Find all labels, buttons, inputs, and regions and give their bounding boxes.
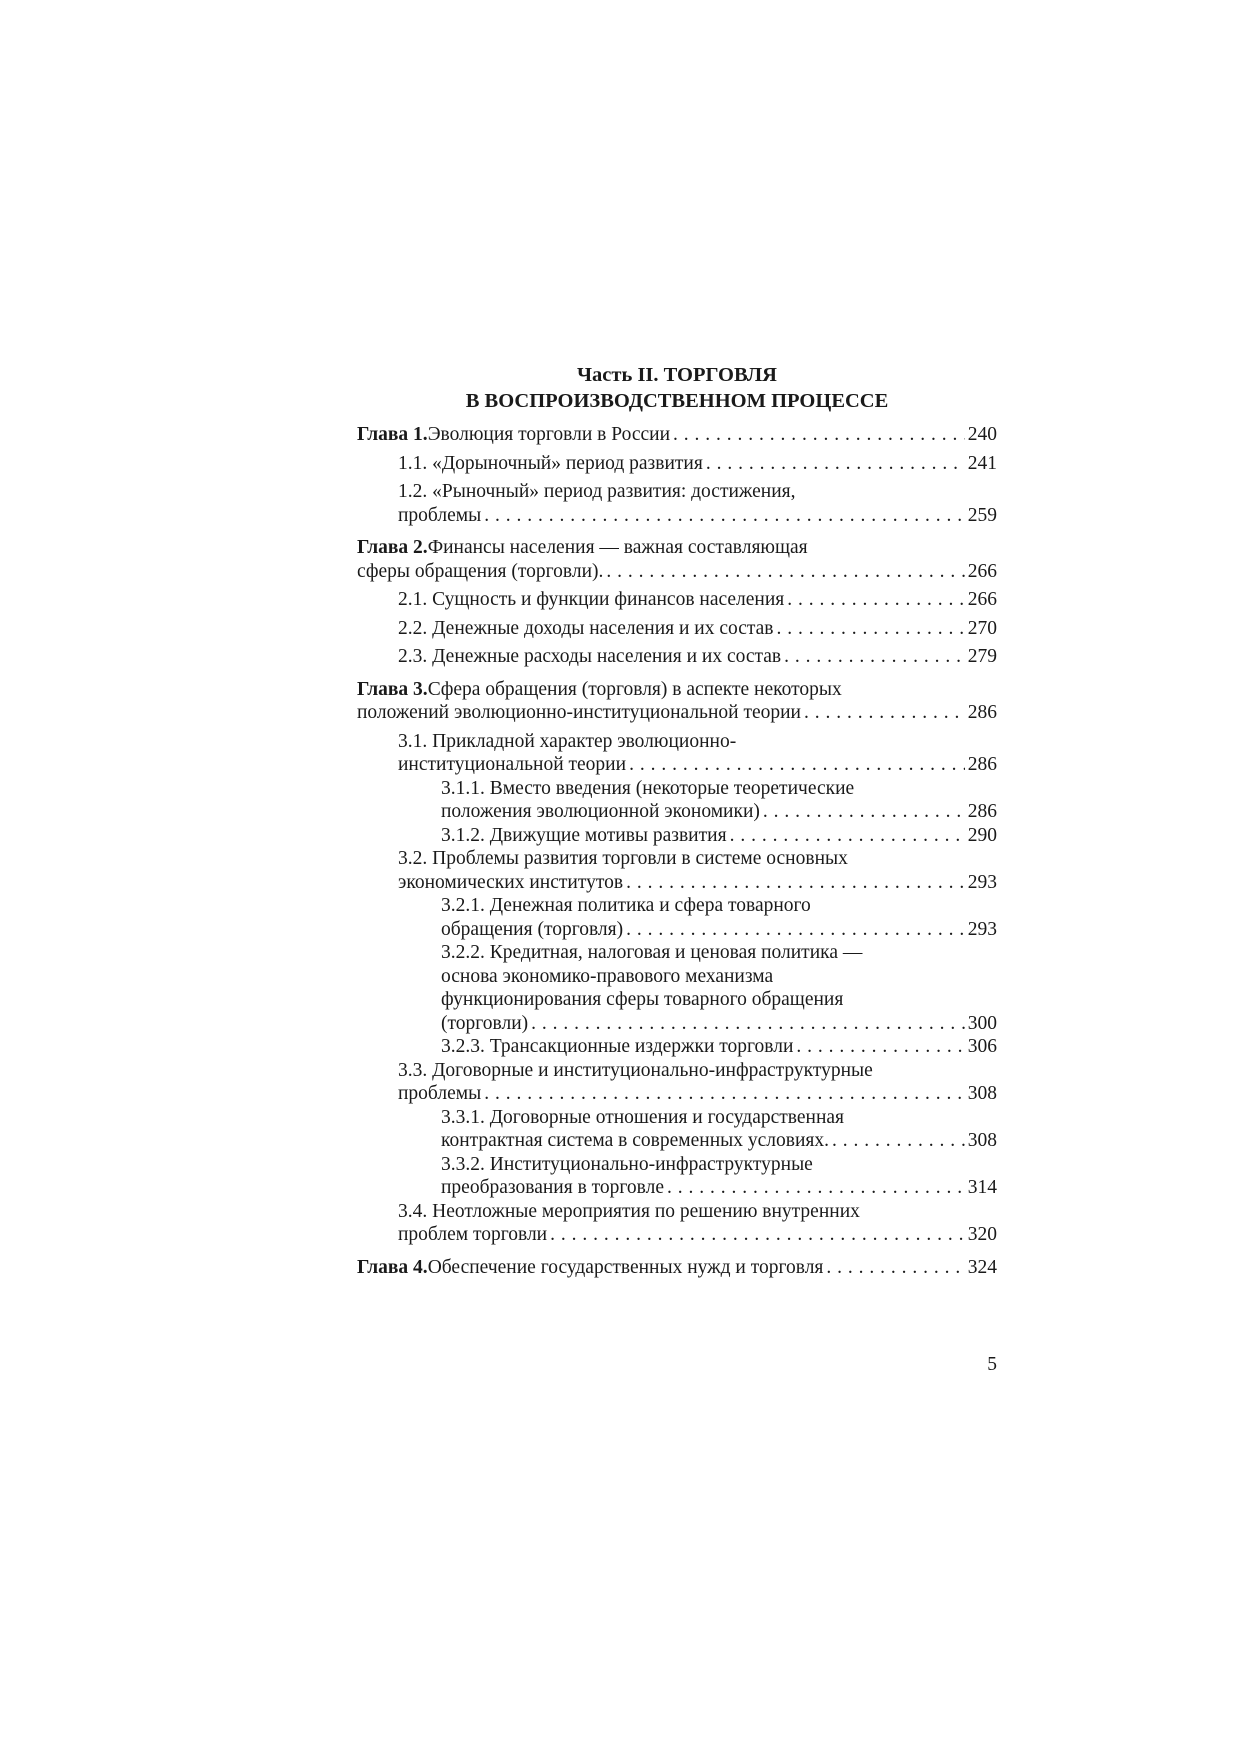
page-ref: 293 xyxy=(967,918,997,940)
toc-chapter-4[interactable] xyxy=(357,1256,997,1280)
entry-title-line-2: проблемы xyxy=(398,504,482,526)
toc-section-2-2[interactable] xyxy=(357,617,997,641)
entry-title: 3.1.2. Движущие мотивы развития xyxy=(441,824,727,846)
entry-title: Эволюция торговли в России xyxy=(427,424,671,445)
toc-subsection-3-3-2[interactable] xyxy=(357,1153,997,1200)
entry-title-line-1: 3.2.1. Денежная политика и сфера товарного xyxy=(441,895,811,916)
toc-section-3-1[interactable] xyxy=(357,730,997,777)
dot-leader xyxy=(826,1256,964,1280)
part-heading-line-2: В ВОСПРОИЗВОДСТВЕННОМ ПРОЦЕССЕ xyxy=(465,390,889,412)
chapter-label: Глава 1. xyxy=(357,424,428,445)
table-of-contents xyxy=(357,423,997,1279)
entry-title-line-1: 3.1.1. Вместо введения (некоторые теоретические xyxy=(441,777,855,799)
entry-title-line-1: 3.3.2. Институционально-инфраструктурные xyxy=(441,1153,813,1175)
entry-title-line-1: 3.3. Договорные и институционально-инфраструктурные xyxy=(398,1059,873,1081)
entry-title: 2.2. Денежные доходы населения и их состав xyxy=(398,617,774,639)
page-ref: 270 xyxy=(967,617,997,639)
entry-title-line-2: сферы обращения (торговли). xyxy=(357,560,604,582)
page-ref: 293 xyxy=(967,871,997,893)
part-heading-line-1: Часть II. ТОРГОВЛЯ xyxy=(577,364,777,386)
toc-subsection-3-1-2[interactable] xyxy=(357,824,997,848)
toc-subsection-3-2-3[interactable] xyxy=(357,1035,997,1059)
dot-leader xyxy=(832,1129,965,1153)
toc-section-3-2[interactable] xyxy=(357,847,997,894)
dot-leader xyxy=(626,871,965,895)
toc-section-3-3[interactable] xyxy=(357,1059,997,1106)
toc-section-1-1[interactable] xyxy=(357,452,997,476)
page-ref: 314 xyxy=(967,1177,997,1198)
dot-leader xyxy=(626,918,965,942)
entry-title-line-2: институциональной теории xyxy=(398,754,627,775)
toc-chapter-3[interactable] xyxy=(357,678,997,725)
entry-title-line-2: проблем торговли xyxy=(398,1224,548,1245)
entry-title: 2.3. Денежные расходы населения и их состав xyxy=(398,646,782,667)
page-ref: 286 xyxy=(967,702,997,723)
dot-leader xyxy=(730,824,965,848)
chapter-label: Глава 4. xyxy=(357,1256,428,1278)
page-ref: 300 xyxy=(967,1012,997,1034)
page-ref: 259 xyxy=(967,504,997,526)
page-ref: 306 xyxy=(967,1036,997,1057)
toc-subsection-3-2-2[interactable] xyxy=(357,941,997,1035)
entry-title-line-1: 1.2. «Рыночный» период развития: достижения, xyxy=(398,481,796,502)
dot-leader xyxy=(796,1035,964,1059)
page-ref: 324 xyxy=(967,1256,997,1278)
entry-title-line-1: Сфера обращения (торговля) в аспекте некоторых xyxy=(427,678,842,700)
dot-leader xyxy=(484,504,965,528)
toc-section-2-3[interactable] xyxy=(357,645,997,669)
dot-leader xyxy=(804,701,965,725)
toc-subsection-3-1-1[interactable] xyxy=(357,777,997,824)
page-ref: 266 xyxy=(967,589,997,610)
entry-title-line-2: проблемы xyxy=(398,1083,482,1104)
toc-section-3-4[interactable] xyxy=(357,1200,997,1247)
dot-leader xyxy=(777,617,965,641)
toc-subsection-3-3-1[interactable] xyxy=(357,1106,997,1153)
entry-title-line-1: 3.3.1. Договорные отношения и государственная xyxy=(441,1106,845,1128)
entry-title-line-4: (торговли) xyxy=(441,1012,529,1034)
dot-leader xyxy=(673,423,965,447)
page-ref: 240 xyxy=(967,424,997,445)
entry-title-line-2: контрактная система в современных условиях. xyxy=(441,1130,829,1151)
dot-leader xyxy=(763,800,965,824)
entry-title-line-2: преобразования в торговле xyxy=(441,1177,665,1198)
entry-title-line-3: функционирования сферы товарного обращения xyxy=(441,989,844,1010)
page-number: 5 xyxy=(987,1354,997,1375)
toc-section-1-2[interactable] xyxy=(357,480,997,527)
entry-title-line-1: 3.1. Прикладной характер эволюционно- xyxy=(398,730,737,752)
toc-chapter-1[interactable] xyxy=(357,423,997,447)
entry-title-line-2: положения эволюционной экономики) xyxy=(441,801,760,822)
dot-leader xyxy=(784,645,965,669)
page-ref: 241 xyxy=(967,452,997,474)
entry-title-line-2: положений эволюционно-институциональной теории xyxy=(357,702,801,723)
entry-title-line-1: 3.4. Неотложные мероприятия по решению внутренних xyxy=(398,1200,860,1222)
dot-leader xyxy=(706,452,965,476)
entry-title: Обеспечение государственных нужд и торговля xyxy=(427,1256,824,1278)
dot-leader xyxy=(606,560,964,584)
dot-leader xyxy=(531,1012,965,1036)
page-ref: 279 xyxy=(967,646,997,667)
entry-title-line-1: 3.2.2. Кредитная, налоговая и ценовая политика — xyxy=(441,942,863,963)
toc-chapter-2[interactable] xyxy=(357,536,997,583)
part-heading xyxy=(357,362,997,414)
dot-leader xyxy=(667,1176,965,1200)
page-ref: 266 xyxy=(967,560,997,582)
dot-leader xyxy=(550,1223,965,1247)
page-ref: 286 xyxy=(967,754,997,775)
entry-title-line-1: 3.2. Проблемы развития торговли в системе основных xyxy=(398,848,848,869)
chapter-label: Глава 2. xyxy=(357,537,428,558)
page-ref: 286 xyxy=(967,801,997,822)
dot-leader xyxy=(484,1082,965,1106)
page-ref: 290 xyxy=(967,824,997,846)
dot-leader xyxy=(787,588,964,612)
dot-leader xyxy=(629,753,965,777)
chapter-label: Глава 3. xyxy=(357,678,428,700)
toc-section-2-1[interactable] xyxy=(357,588,997,612)
entry-title: 3.2.3. Трансакционные издержки торговли xyxy=(441,1036,794,1057)
entry-title-line-2: основа экономико-правового механизма xyxy=(441,965,774,987)
page-ref: 308 xyxy=(967,1083,997,1104)
entry-title-line-2: обращения (торговля) xyxy=(441,918,624,940)
entry-title: 2.1. Сущность и функции финансов населения xyxy=(398,589,785,610)
entry-title: 1.1. «Дорыночный» период развития xyxy=(398,452,703,474)
entry-title-line-2: экономических институтов xyxy=(398,871,624,893)
toc-subsection-3-2-1[interactable] xyxy=(357,894,997,941)
page-ref: 308 xyxy=(967,1130,997,1151)
page-ref: 320 xyxy=(967,1224,997,1245)
entry-title-line-1: Финансы населения — важная составляющая xyxy=(427,537,808,558)
